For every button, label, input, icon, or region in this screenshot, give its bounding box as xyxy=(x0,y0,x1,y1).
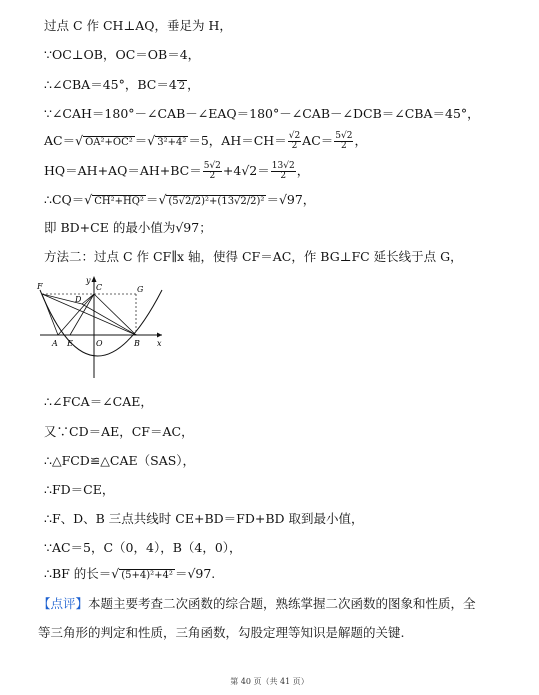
review-line-1 xyxy=(38,596,476,612)
sqrt-sum: (5√2/2)²+(13√2/2)² xyxy=(168,196,265,207)
line-1: 过点 C 作 CH⊥AQ，垂足为 H， xyxy=(44,18,232,33)
frac-5sqrt2-2: $\frac{5√2}{2}$ xyxy=(335,131,353,151)
label-e: E xyxy=(67,339,73,348)
seg-ce xyxy=(70,294,94,335)
comma-2: ， xyxy=(296,163,310,178)
ac-eq-2: AC＝ xyxy=(302,133,334,148)
line-13: ∴FD＝CE， xyxy=(44,482,115,497)
label-a: A xyxy=(52,339,58,348)
label-o: O xyxy=(96,339,103,348)
line-2: ∵OC⊥OB，OC＝OB＝4， xyxy=(44,47,201,62)
review-text-1: 本题主要考查二次函数的综合题，熟练掌握二次函数的图象和性质，全 xyxy=(88,596,476,611)
ac-eq: AC＝ xyxy=(44,133,76,148)
sqrt-oa-oc: OA²+OC² xyxy=(85,137,133,148)
comma: ， xyxy=(354,133,367,148)
y-arrow xyxy=(92,276,97,282)
sqrt-ch-hq: CH²+HQ² xyxy=(94,196,144,207)
line-11: 又∵CD＝AE，CF＝AC， xyxy=(44,424,194,439)
cq-eq: ∴CQ＝ xyxy=(44,192,85,207)
bf-length: ∴BF 的长＝ xyxy=(44,566,112,581)
frac-13sqrt2-2: $\frac{13√2}{2}$ xyxy=(271,161,295,181)
line-4: ∵∠CAH＝180°－∠CAB－∠EAQ＝180°－∠CAB－∠DCB＝∠CBA＝45°， xyxy=(44,106,480,121)
label-g: G xyxy=(137,285,144,294)
plus-4sqrt2: +4√2＝ xyxy=(222,163,270,178)
line-12: ∴△FCD≌△CAE（SAS）， xyxy=(44,453,196,468)
ah-ch: ＝5，AH＝CH＝ xyxy=(188,133,287,148)
review-tag: 【点评】 xyxy=(38,596,89,611)
label-d: D xyxy=(75,295,82,304)
review-line-2: 等三角形的判定和性质，三角函数，勾股定理等知识是解题的关键. xyxy=(38,625,405,640)
x-arrow xyxy=(157,333,162,338)
line-10: ∴∠FCA＝∠CAE， xyxy=(44,394,153,409)
frac-sqrt2-2: $\frac{√2}{2}$ xyxy=(288,131,301,151)
line-15: ∵AC＝5，C（0，4），B（4，0）， xyxy=(44,540,242,555)
hq-eq: HQ＝AH+AQ＝AH+BC＝ xyxy=(44,163,202,178)
parabola-figure xyxy=(36,272,166,382)
label-b: B xyxy=(134,339,140,348)
line-14: ∴F、D、B 三点共线时 CE+BD＝FD+BD 取到最小值， xyxy=(44,511,364,526)
result-sqrt97: ＝√97， xyxy=(266,192,316,207)
label-f: F xyxy=(37,282,43,291)
line-7: ∴CQ＝√ CH²+HQ² ＝√ (5√2/2)²+(13√2/2)² ＝√97， xyxy=(44,192,316,207)
label-c: C xyxy=(96,283,103,292)
line-16: ∴BF 的长＝√ (5+4)²+4² ＝√97. xyxy=(44,566,216,581)
sqrt-9-4: (5+4)²+4² xyxy=(121,570,173,581)
eq: ＝ xyxy=(134,133,148,148)
page-footer: 第 40 页（共 41 页） xyxy=(230,677,309,686)
sqrt-3-4: 3²+4² xyxy=(157,137,187,148)
line-9: 方法二：过点 C 作 CF∥x 轴，使得 CF＝AC，作 BG⊥FC 延长线于点 G， xyxy=(44,249,463,264)
line-6 xyxy=(44,162,309,181)
eq-2: ＝ xyxy=(145,192,159,207)
sqrt-2: 2 xyxy=(178,81,186,92)
line-5: AC＝√ OA²+OC² ＝√ 3²+4² ＝5，AH＝CH＝ $\frac{√2}{2}$ AC＝ $\frac{5√2}{2}$ ， xyxy=(44,131,367,151)
line-8: 即 BD+CE 的最小值为√97； xyxy=(44,220,212,235)
frac-5sqrt2-2b: $\frac{5√2}{2}$ xyxy=(203,161,221,181)
result-sqrt97-2: ＝√97. xyxy=(174,566,216,581)
label-x: x xyxy=(157,339,162,348)
label-y: y xyxy=(86,276,91,285)
line-3 xyxy=(44,77,200,93)
line-3-end: ， xyxy=(187,77,200,92)
line-3-text: ∴∠CBA＝45°，BC＝4 xyxy=(44,77,177,92)
